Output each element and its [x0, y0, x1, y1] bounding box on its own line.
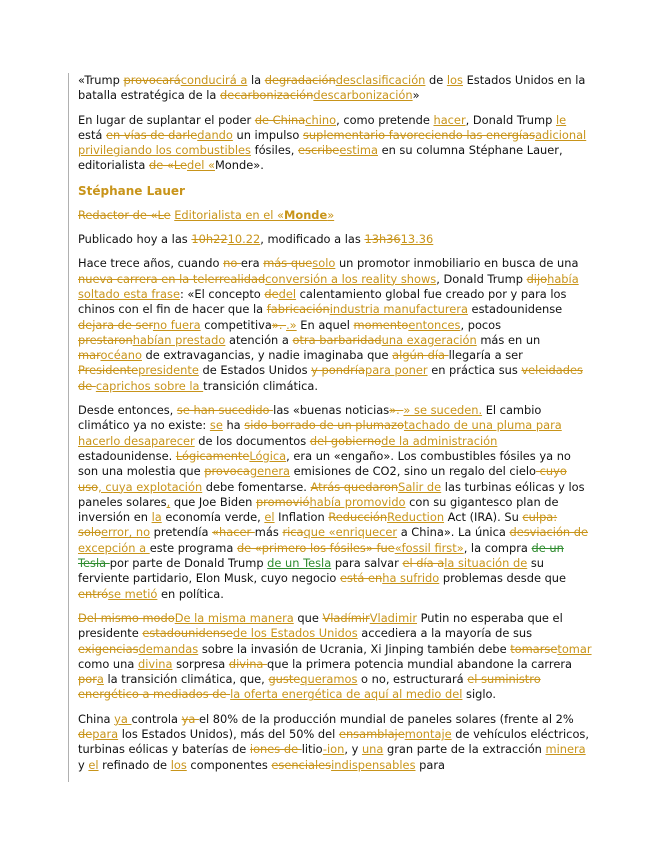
- deleted-text: Reducción: [328, 510, 388, 525]
- inserted-text: hacer: [433, 112, 466, 127]
- text-run: Hace trece años, cuando: [78, 256, 224, 271]
- inserted-text: el: [88, 757, 99, 772]
- deleted-text: de «Le: [149, 158, 187, 173]
- text-run: »: [412, 88, 420, 103]
- inserted-text: de los Estados Unidos: [232, 626, 358, 641]
- text-run: competitiva: [200, 317, 272, 332]
- text-run: debe fomentarse.: [202, 479, 311, 494]
- text-run: la: [247, 73, 265, 87]
- inserted-text: había soltado esta frase: [78, 271, 579, 301]
- inserted-text: chino: [305, 112, 337, 127]
- inserted-text: demandas: [138, 641, 199, 656]
- inserted-text: descarbonización: [313, 88, 413, 103]
- text-run: las turbinas eólicas y los paneles solares: [78, 479, 585, 509]
- inserted-text: la: [151, 510, 162, 525]
- deleted-text: de China: [254, 112, 306, 127]
- deleted-text: escribe: [298, 143, 340, 158]
- inserted-text: habían prestado: [132, 332, 226, 347]
- deleted-text: suplementario favoreciendo las energías: [302, 127, 536, 142]
- text-run: , la compra: [463, 540, 532, 555]
- inserted-text: del «: [186, 158, 215, 173]
- deleted-text: ».: [271, 317, 287, 332]
- inserted-text: ya: [114, 711, 132, 726]
- deleted-text: mar: [78, 348, 101, 363]
- inserted-text: tomar: [557, 641, 592, 656]
- deleted-text: ».: [389, 403, 404, 418]
- text-run: En lugar de suplantar el poder: [78, 112, 255, 127]
- text-run: «Trump: [78, 73, 124, 87]
- inserted-text: a: [96, 672, 104, 687]
- text-run: Publicado hoy a las: [78, 232, 192, 247]
- inserted-text: -ion: [322, 742, 345, 757]
- inserted-text: la oferta energética de aquí al medio del: [230, 687, 463, 702]
- deleted-text: Presidente: [78, 363, 139, 378]
- text-run: En aquel: [296, 317, 354, 332]
- text-run: el 80% de la producción mundial de paneles solares (frente al 2%: [198, 711, 574, 726]
- inserted-text: el: [264, 510, 275, 525]
- inserted-text: queramos: [300, 672, 358, 687]
- text-run: Desde entonces,: [78, 403, 177, 418]
- inserted-text: » se suceden.: [403, 403, 483, 418]
- text-run: por parte de Donald Trump: [109, 556, 268, 571]
- text-run: más: [254, 525, 283, 540]
- text-run: El cambio climático ya no existe:: [78, 403, 542, 433]
- text-run: más en un: [476, 332, 541, 347]
- document-body: [68, 73, 593, 782]
- publish-info: [78, 232, 593, 247]
- deleted-text: prestaron: [78, 332, 133, 347]
- inserted-text: conversión a los reality shows: [265, 271, 437, 286]
- text-run: la transición climática, que,: [103, 672, 269, 687]
- inserted-text: de un Tesla: [267, 556, 332, 571]
- deleted-text: Lógicamente: [175, 448, 250, 463]
- deleted-text: dijo: [526, 271, 548, 286]
- deleted-text: iones de: [249, 742, 302, 757]
- text-run: que Joe Biden: [170, 494, 256, 509]
- text-run: emisiones de CO2, sino un regalo del cielo: [290, 464, 536, 479]
- deleted-text: exigencias: [78, 641, 139, 656]
- text-run: para salvar: [331, 556, 403, 571]
- deleted-text: de un Tesla: [78, 540, 564, 571]
- inserted-text: los: [170, 757, 187, 772]
- lead-paragraph: [78, 73, 593, 104]
- inserted-text: Editorialista en el «: [174, 207, 285, 222]
- text-run: y: [78, 757, 89, 772]
- deleted-text: provoca: [204, 464, 250, 479]
- text-run: de los documentos: [194, 433, 310, 448]
- text-run: que: [293, 610, 323, 625]
- text-run: sobre la invasión de Ucrania, Xi Jinping también debe: [198, 641, 511, 656]
- deleted-text: se han sucedido: [176, 403, 274, 418]
- inserted-text: 13.36: [400, 232, 434, 247]
- text-run: un impulso: [232, 127, 303, 142]
- text-run: o no, estructurará: [357, 672, 468, 687]
- inserted-text: caprichos sobre la: [95, 378, 204, 393]
- inserted-text: , cuya explotación: [98, 479, 203, 494]
- text-run: estadounidense.: [78, 448, 176, 463]
- inserted-text: genera: [249, 464, 290, 479]
- inserted-text: divina: [137, 656, 173, 671]
- text-run: , pocos: [460, 317, 502, 332]
- inserted-text: »: [327, 207, 335, 222]
- text-run: atención a: [225, 332, 293, 347]
- text-run: para: [415, 757, 446, 772]
- inserted-text: le: [555, 112, 567, 127]
- deleted-text: está en: [339, 571, 383, 586]
- text-run: componentes: [186, 757, 272, 772]
- text-run: Act (IRA). Su: [444, 510, 523, 525]
- text-run: en su columna Stéphane Lauer, editorialista: [78, 143, 563, 173]
- deleted-text: ya: [181, 711, 199, 726]
- inserted-text: la situación de: [444, 556, 528, 571]
- inserted-text: Reduction: [387, 510, 445, 525]
- body-paragraph: [78, 256, 593, 394]
- body-paragraph: [78, 712, 593, 773]
- inserted-text: entonces: [408, 317, 461, 332]
- deleted-text: entró: [78, 586, 109, 601]
- text-run: está: [78, 127, 107, 142]
- deleted-text: Redactor de «Le: [78, 207, 171, 222]
- deleted-text: rica: [282, 525, 304, 540]
- deleted-text: culpa: solo: [78, 510, 558, 540]
- inserted-text: desclasificación: [335, 73, 426, 87]
- text-run: Putin no esperaba que el presidente: [78, 610, 563, 641]
- deleted-text: guste: [268, 672, 301, 687]
- inserted-text: Vladimir: [369, 610, 418, 625]
- inserted-text: Lógica: [249, 448, 287, 463]
- text-run: con su gigantesco plan de inversión en: [78, 494, 559, 525]
- text-run: de: [425, 73, 447, 87]
- deleted-text: esenciales: [271, 757, 332, 772]
- deleted-text: por: [78, 672, 97, 687]
- text-run: , como pretende: [336, 112, 434, 127]
- text-run: economía verde,: [161, 510, 265, 525]
- text-run: Inflation: [274, 510, 329, 525]
- deleted-text: del gobierno: [309, 433, 382, 448]
- text-run: en política.: [157, 586, 224, 601]
- deleted-text: fabricación: [266, 302, 330, 317]
- deleted-text: tomarse: [510, 641, 558, 656]
- inserted-text: no fuera: [152, 317, 201, 332]
- deleted-text: de «primero los fósiles» fue: [236, 540, 395, 555]
- inserted-text: que «enriquecer: [303, 525, 398, 540]
- inserted-text: indispensables: [331, 757, 416, 772]
- deleted-text: de: [264, 286, 279, 301]
- inserted-text: error, no: [101, 525, 151, 540]
- deleted-text: no: [223, 256, 241, 271]
- text-run: transición climática.: [203, 378, 319, 393]
- inserted-text: una: [361, 742, 384, 757]
- inserted-text: presidente: [138, 363, 199, 378]
- text-run: , Donald Trump: [465, 112, 556, 127]
- inserted-text: montaje: [404, 726, 452, 741]
- text-run: litio: [301, 742, 323, 757]
- text-run: China: [78, 711, 115, 726]
- deleted-text: ensamblaje: [338, 726, 405, 741]
- inserted-text: conducirá a: [180, 73, 248, 87]
- inserted-text: .»: [286, 317, 297, 332]
- text-run: siglo.: [462, 687, 496, 702]
- text-run: un promotor inmobiliario en busca de una: [335, 256, 579, 271]
- text-run: fósiles,: [250, 143, 299, 158]
- inserted-text: ha sufrido: [382, 571, 440, 586]
- text-run: en práctica sus: [427, 363, 522, 378]
- deleted-text: más que: [263, 256, 313, 271]
- text-run: este programa: [149, 540, 237, 555]
- deleted-text: promovió: [255, 494, 310, 509]
- text-run: , Donald Trump: [436, 271, 527, 286]
- body-paragraph: [78, 611, 593, 703]
- text-run: su ferviente partidario, Elon Musk, cuyo negocio: [78, 556, 545, 586]
- text-run: llegaría a ser: [448, 348, 523, 363]
- text-run: sorpresa: [172, 656, 229, 671]
- deleted-text: y pondría: [311, 363, 365, 378]
- inserted-text: solo: [312, 256, 336, 271]
- deleted-text: de: [78, 726, 93, 741]
- inserted-text: ,: [166, 494, 171, 509]
- inserted-text: dando: [197, 127, 233, 142]
- deleted-text: desviación de: [509, 525, 589, 540]
- text-run: los Estados Unidos), más del 50% del: [118, 726, 339, 741]
- inserted-text: del: [278, 286, 297, 301]
- inserted-text: una exageración: [381, 332, 477, 347]
- inserted-text: estima: [339, 143, 378, 158]
- inserted-text: se metió: [108, 586, 158, 601]
- inserted-text: Monde: [284, 207, 328, 222]
- body-paragraph: [78, 403, 593, 602]
- text-run: de vehículos eléctricos, turbinas eólicas y baterías de: [78, 726, 589, 757]
- inserted-text: océano: [100, 348, 142, 363]
- inserted-text: había promovido: [309, 494, 406, 509]
- deleted-text: en vías de darle: [106, 127, 198, 142]
- text-run: pretendía: [150, 525, 213, 540]
- text-run: calentamiento global fue creado por y para los chinos con el fin de hacer que la: [78, 286, 567, 317]
- deleted-text: Vladímir: [322, 610, 370, 625]
- deleted-text: «hacer: [212, 525, 255, 540]
- text-run: a China». La única: [397, 525, 510, 540]
- text-run: gran parte de la extracción: [383, 742, 546, 757]
- author-heading: Stéphane Lauer: [78, 183, 185, 198]
- deleted-text: Atrás quedaron: [310, 479, 399, 494]
- deleted-text: provocará: [123, 73, 181, 87]
- text-run: problemas desde que: [439, 571, 567, 586]
- text-run: Estados Unidos en la batalla estratégica de la: [78, 73, 586, 103]
- text-run: , y: [344, 742, 362, 757]
- text-run: de extravagancias, y nadie imaginaba que: [141, 348, 393, 363]
- inserted-text: los: [446, 73, 463, 87]
- text-run: de Estados Unidos: [198, 363, 312, 378]
- text-run: Monde».: [214, 158, 264, 173]
- inserted-text: tachado de una pluma para hacerlo desaparecer: [78, 418, 562, 448]
- deleted-text: sido borrado de un plumazo: [244, 418, 404, 433]
- text-run: estadounidense: [467, 302, 563, 317]
- text-run: controla: [131, 711, 182, 726]
- deleted-text: dejara de ser: [78, 317, 153, 332]
- inserted-text: De la misma manera: [174, 610, 294, 625]
- inserted-text: industria manufacturera: [329, 302, 468, 317]
- inserted-text: de la administración: [381, 433, 498, 448]
- deleted-text: 13h36: [364, 232, 401, 247]
- inserted-text: 10.22: [227, 232, 261, 247]
- deleted-text: el día a: [402, 556, 445, 571]
- deleted-text: el suministro energético a mediados de: [78, 672, 541, 702]
- text-run: , modificado a las: [260, 232, 365, 247]
- inserted-text: Salir de: [398, 479, 442, 494]
- inserted-text: excepción a: [78, 540, 150, 555]
- text-run: refinado de: [98, 757, 171, 772]
- inserted-text: minera: [545, 742, 586, 757]
- deleted-text: nueva carrera en la telerrealidad: [78, 271, 266, 286]
- text-run: ha: [222, 418, 245, 433]
- deleted-text: divina: [228, 656, 268, 671]
- deleted-text: veleidades de: [78, 363, 583, 393]
- text-run: como una: [78, 656, 138, 671]
- inserted-text: para: [92, 726, 119, 741]
- author-role: [78, 208, 593, 223]
- text-run: accediera a la mayoría de sus: [357, 626, 533, 641]
- intro-paragraph: [78, 113, 593, 174]
- text-run: las «buenas noticias: [273, 403, 390, 418]
- text-run: que la primera potencia mundial abandone la carrera: [267, 656, 573, 671]
- inserted-text: «fossil first»: [394, 540, 464, 555]
- deleted-text: cuyo uso: [78, 464, 567, 494]
- text-run: : «El concepto: [179, 286, 265, 301]
- inserted-text: para poner: [364, 363, 428, 378]
- deleted-text: estadounidense: [142, 626, 233, 641]
- deleted-text: momento: [353, 317, 409, 332]
- deleted-text: Del mismo modo: [78, 610, 175, 625]
- text-run: era: [240, 256, 264, 271]
- inserted-text: se: [209, 418, 223, 433]
- deleted-text: decarbonización: [220, 88, 314, 103]
- text-run: , era un «engaño». Los combustibles fósiles ya no son una molestia que: [78, 448, 571, 479]
- deleted-text: degradación: [264, 73, 336, 87]
- inserted-text: adicional privilegiando los combustibles: [78, 127, 587, 158]
- deleted-text: 10h22: [191, 232, 228, 247]
- deleted-text: algún día: [392, 348, 449, 363]
- deleted-text: otra barbaridad: [292, 332, 382, 347]
